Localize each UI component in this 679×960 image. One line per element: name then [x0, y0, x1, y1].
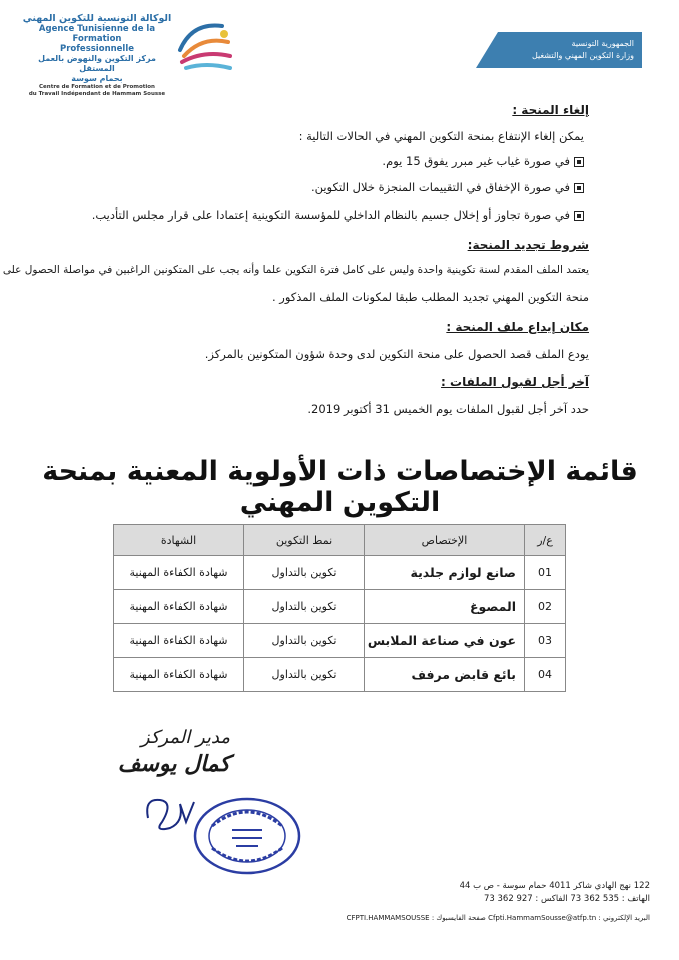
checkbox-bullet-icon [574, 183, 584, 193]
header-certificate: الشهادة [114, 525, 244, 556]
official-stamp-icon [192, 796, 302, 876]
deadline-line1: حدد آخر أجل لقبول الملفات يوم الخميس 31 أكتوبر 2019. [307, 402, 589, 416]
row-specialty: صانع لوازم جلدية [365, 556, 525, 590]
row-mode: تكوين بالتداول [244, 658, 365, 692]
row-certificate: شهادة الكفاءة المهنية [114, 658, 244, 692]
logo-ar-line1: الوكالة التونسية للتكوين المهني [22, 13, 172, 24]
cancel-item: في صورة تجاوز أو إخلال جسيم بالنظام الداخلي للمؤسسة التكوينية إعتمادا على قرار مجلس التأديب. [92, 208, 584, 222]
deposit-line1: يودع الملف قصد الحصول على منحة التكوين لدى وحدة شؤون المتكونين بالمركز. [204, 347, 589, 361]
cancel-item: في صورة الإخفاق في التقييمات المنجزة خلال التكوين. [311, 180, 584, 194]
logo-ar-line3: بحمام سوسة [71, 74, 123, 83]
checkbox-bullet-icon [574, 157, 584, 167]
row-mode: تكوين بالتداول [244, 624, 365, 658]
logo-swirl-icon [172, 16, 236, 76]
table-row [114, 658, 566, 692]
ministry-line1: الجمهورية التونسية [571, 39, 634, 48]
agency-logo [22, 13, 234, 97]
logo-fr-line4: du Travail Indépendant de Hammam Sousse [28, 91, 166, 97]
footer-contact [344, 880, 650, 906]
footer-email: البريد الإلكتروني : Cfpti.HammamSousse@atfp.tn صفحة الفايسبوك : CFPTI.HAMMAMSOUSSE [346, 914, 650, 922]
row-certificate: شهادة الكفاءة المهنية [114, 624, 244, 658]
footer-address: 122 نهج الهادي شاكر 4011 حمام سوسة - ص ب 44 [459, 881, 650, 891]
header-specialty: الإختصاص [365, 525, 525, 556]
checkbox-bullet-icon [574, 211, 584, 221]
table-row [114, 556, 566, 590]
row-certificate: شهادة الكفاءة المهنية [114, 556, 244, 590]
signature-block [110, 727, 230, 777]
header-number: ع/ر [525, 525, 566, 556]
cancel-intro: يمكن إلغاء الإنتفاع بمنحة التكوين المهني في الحالات التالية : [298, 129, 584, 143]
row-specialty: عون في صناعة الملابس [365, 624, 525, 658]
ministry-line2: وزارة التكوين المهني والتشغيل [531, 51, 634, 60]
row-mode: تكوين بالتداول [244, 590, 365, 624]
main-title: قائمة الإختصاصات ذات الأولوية المعنية بمنحة التكوين المهني [42, 456, 638, 518]
row-number: 04 [525, 658, 566, 692]
row-specialty: المصوغ [365, 590, 525, 624]
row-certificate: شهادة الكفاءة المهنية [114, 590, 244, 624]
row-number: 01 [525, 556, 566, 590]
handwritten-signature-icon [140, 788, 200, 838]
table-row [114, 624, 566, 658]
logo-fr-line1: Agence Tunisienne de la Formation [38, 24, 156, 44]
cancel-section-title: إلغاء المنحة : [512, 103, 589, 117]
specialties-table [113, 524, 566, 692]
director-title: مدير المركز [140, 727, 230, 748]
row-number: 03 [525, 624, 566, 658]
table-row [114, 590, 566, 624]
row-number: 02 [525, 590, 566, 624]
ministry-header [476, 32, 642, 68]
renew-line2: منحة التكوين المهني تجديد المطلب طبقا لمكونات الملف المذكور . [271, 290, 589, 304]
logo-text [22, 14, 172, 98]
deposit-section-title: مكان إيداع ملف المنحة : [446, 320, 589, 334]
header-mode: نمط التكوين [244, 525, 365, 556]
deadline-section-title: آخر أجل لقبول الملفات : [441, 375, 589, 389]
director-name: كمال يوسف [117, 752, 230, 777]
footer-phone: الهاتف : 535 362 73 الفاكس : 927 362 73 [483, 894, 650, 904]
row-specialty: بائع قابض مرفف [365, 658, 525, 692]
renew-section-title: شروط تجديد المنحة: [467, 238, 589, 252]
logo-fr-line2: Professionnelle [59, 44, 135, 54]
cancel-item: في صورة غياب غير مبرر يفوق 15 يوم. [382, 154, 584, 168]
renew-line1: يعتمد الملف المقدم لسنة تكوينية واحدة وليس على كامل فترة التكوين علما وأنه يجب على المتكونين الراغبين في مواصلة الحصول على [2, 264, 589, 276]
logo-fr-line3: Centre de Formation et de Promotion [39, 84, 155, 90]
logo-ar-line2: مركز التكوين والنهوض بالعمل المستقل [38, 54, 156, 73]
table-header-row [114, 525, 566, 556]
row-mode: تكوين بالتداول [244, 556, 365, 590]
